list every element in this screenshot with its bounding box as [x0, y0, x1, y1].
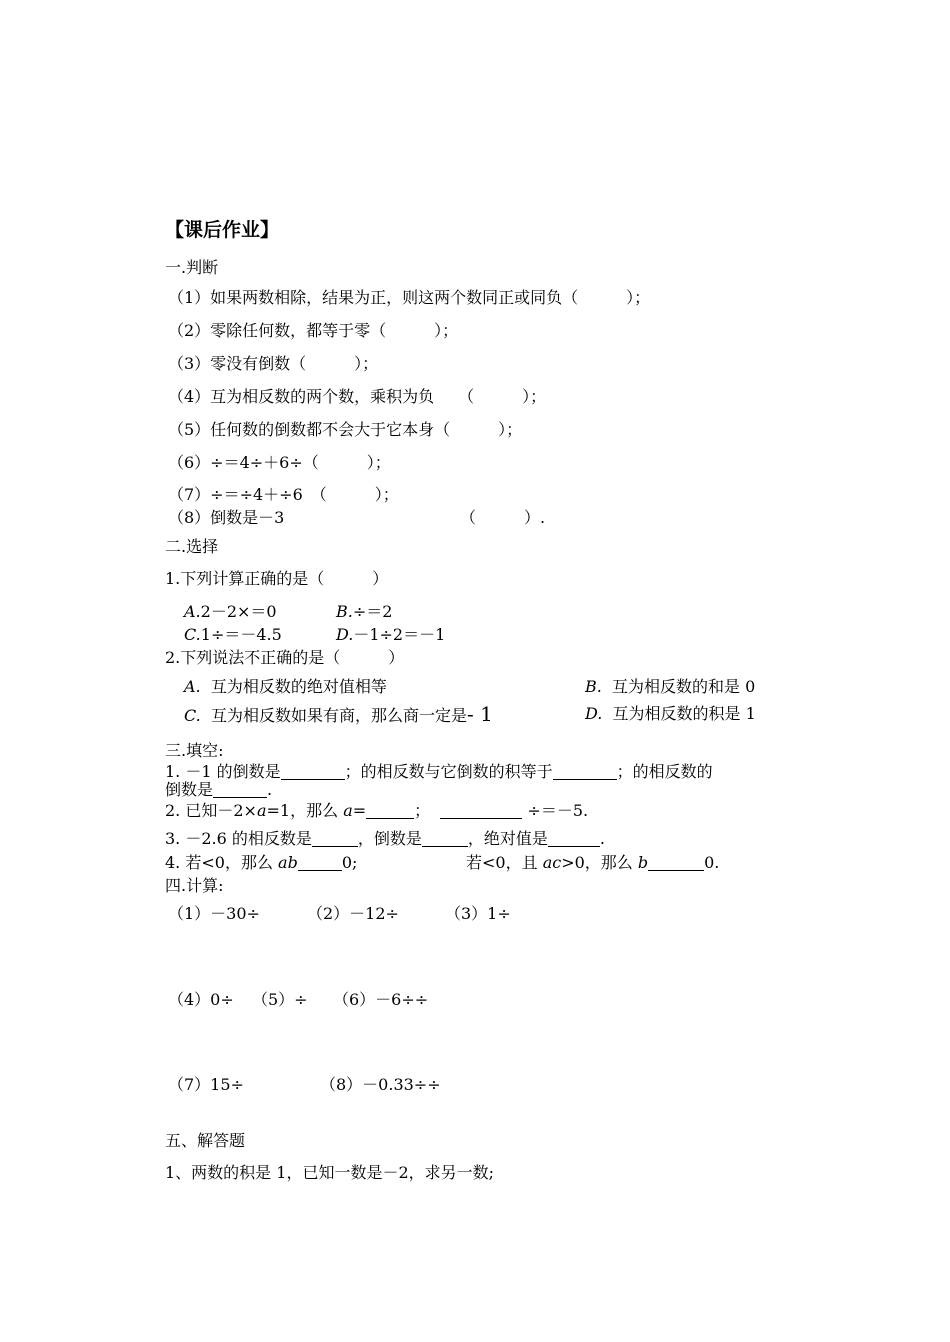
choice-1-option-b	[336, 602, 392, 622]
option-text: ÷＝2	[352, 602, 393, 621]
fill-question-3	[165, 829, 605, 849]
fill-text: ；	[414, 801, 431, 820]
option-text: 2－2×＝0	[200, 602, 277, 621]
answer-blank	[553, 763, 617, 780]
choice-2-option-a	[184, 677, 387, 697]
fill-text: >0，那么	[561, 853, 633, 872]
judge-item-7: （7）÷＝÷4＋÷6 （ ）；	[168, 485, 399, 504]
choice-1-option-a	[184, 602, 277, 622]
section-5-title: 五、解答题	[165, 1131, 246, 1150]
fill-text: .	[267, 780, 273, 799]
fill-text: ÷＝－5.	[527, 801, 589, 820]
fill-text: .	[599, 829, 606, 848]
calc-item-2: （2）－12÷	[307, 904, 399, 923]
fill-question-2	[165, 801, 588, 821]
answer-blank	[312, 830, 358, 847]
fill-text: 若<0，且	[466, 853, 538, 872]
option-letter: B.	[336, 602, 353, 621]
option-letter: A.	[184, 677, 201, 696]
calc-item-7: （7）15÷	[168, 1075, 244, 1094]
choice-question-2: 2.下列说法不正确的是（ ）	[165, 648, 405, 667]
fill-text: ；的相反数与它倒数的积等于	[344, 762, 553, 781]
option-text: 互为相反数的绝对值相等	[210, 677, 387, 696]
calc-item-8: （8）－0.33÷÷	[320, 1075, 441, 1094]
fill-question-4-part-2	[466, 853, 719, 873]
calc-item-6: （6）－6÷÷	[333, 990, 429, 1009]
fill-text: 0;	[341, 853, 358, 872]
fill-variable: b	[637, 853, 649, 872]
fill-variable: a	[256, 801, 267, 820]
section-2-title: 二.选择	[165, 537, 219, 556]
option-letter: D.	[585, 704, 603, 723]
fill-question-4	[165, 853, 357, 873]
option-letter: A.	[184, 602, 201, 621]
judge-item-8: （8）倒数是－3	[168, 508, 285, 527]
judge-item-1: （1）如果两数相除，结果为正，则这两个数同正或同负（ ）；	[168, 288, 651, 307]
choice-1-option-d	[336, 625, 445, 645]
answer-blank	[281, 763, 345, 780]
option-letter: D.	[336, 625, 354, 644]
option-text: －1÷2＝－1	[353, 625, 446, 644]
option-value: - 1	[466, 702, 493, 726]
fill-text: 0.	[704, 853, 720, 872]
answer-blank	[548, 830, 600, 847]
judge-item-8-answer: （ ）.	[460, 508, 546, 527]
fill-text: =	[352, 801, 367, 820]
section-3-title: 三.填空:	[165, 741, 224, 760]
fill-variable: ab	[278, 853, 298, 872]
choice-2-option-d	[585, 704, 756, 724]
answer-blank	[366, 802, 414, 819]
judge-item-3: （3）零没有倒数（ ）；	[168, 354, 379, 373]
calc-item-4: （4）0÷	[168, 990, 234, 1009]
fill-text: 倒数是	[165, 780, 214, 799]
answer-blank	[213, 781, 267, 798]
choice-question-1: 1.下列计算正确的是（ ）	[165, 569, 389, 588]
judge-item-2: （2）零除任何数，都等于零（ ）；	[168, 321, 459, 340]
section-1-title: 一.判断	[165, 258, 219, 277]
fill-text: =1，那么	[266, 801, 339, 820]
fill-text: 3. －2.6 的相反数是	[165, 829, 312, 848]
judge-item-6: （6）÷＝4÷＋6÷（ ）；	[168, 453, 391, 472]
answer-blank	[440, 802, 522, 819]
choice-2-option-b	[585, 677, 755, 697]
option-letter: C.	[184, 625, 201, 644]
option-text: 1÷＝－4.5	[200, 625, 282, 644]
calc-item-1: （1）－30÷	[168, 904, 260, 923]
option-letter: C.	[184, 706, 201, 725]
fill-text: ；的相反数的	[616, 762, 713, 781]
answer-blank	[648, 854, 704, 871]
fill-text: ，绝对值是	[467, 829, 548, 848]
answer-question-1: 1、两数的积是 1，已知一数是－2，求另一数;	[165, 1163, 495, 1182]
fill-text: 1. －1 的倒数是	[165, 762, 281, 781]
fill-question-1	[165, 762, 713, 782]
calc-item-5: （5）÷	[252, 990, 308, 1009]
fill-question-1-cont	[165, 780, 272, 800]
fill-text: 4. 若<0，那么	[165, 853, 273, 872]
page-title: 【课后作业】	[165, 219, 280, 241]
option-text: 互为相反数的和是 0	[612, 677, 756, 696]
fill-text: 2. 已知－2×	[165, 801, 257, 820]
option-letter: B.	[585, 677, 602, 696]
judge-item-4: （4）互为相反数的两个数，乘积为负 （ ）；	[168, 387, 547, 406]
choice-1-option-c	[184, 625, 282, 645]
choice-2-option-c	[184, 704, 493, 726]
option-text: 互为相反数如果有商，那么商一定是	[210, 706, 467, 725]
option-text: 互为相反数的积是 1	[612, 704, 756, 723]
judge-item-5: （5）任何数的倒数都不会大于它本身（ ）；	[168, 420, 523, 439]
answer-blank	[422, 830, 468, 847]
calc-item-3: （3）1÷	[445, 904, 511, 923]
section-4-title: 四.计算:	[165, 876, 224, 895]
fill-variable: ac	[542, 853, 562, 872]
answer-blank	[298, 854, 342, 871]
fill-text: ，倒数是	[357, 829, 422, 848]
fill-variable: a	[343, 801, 353, 820]
